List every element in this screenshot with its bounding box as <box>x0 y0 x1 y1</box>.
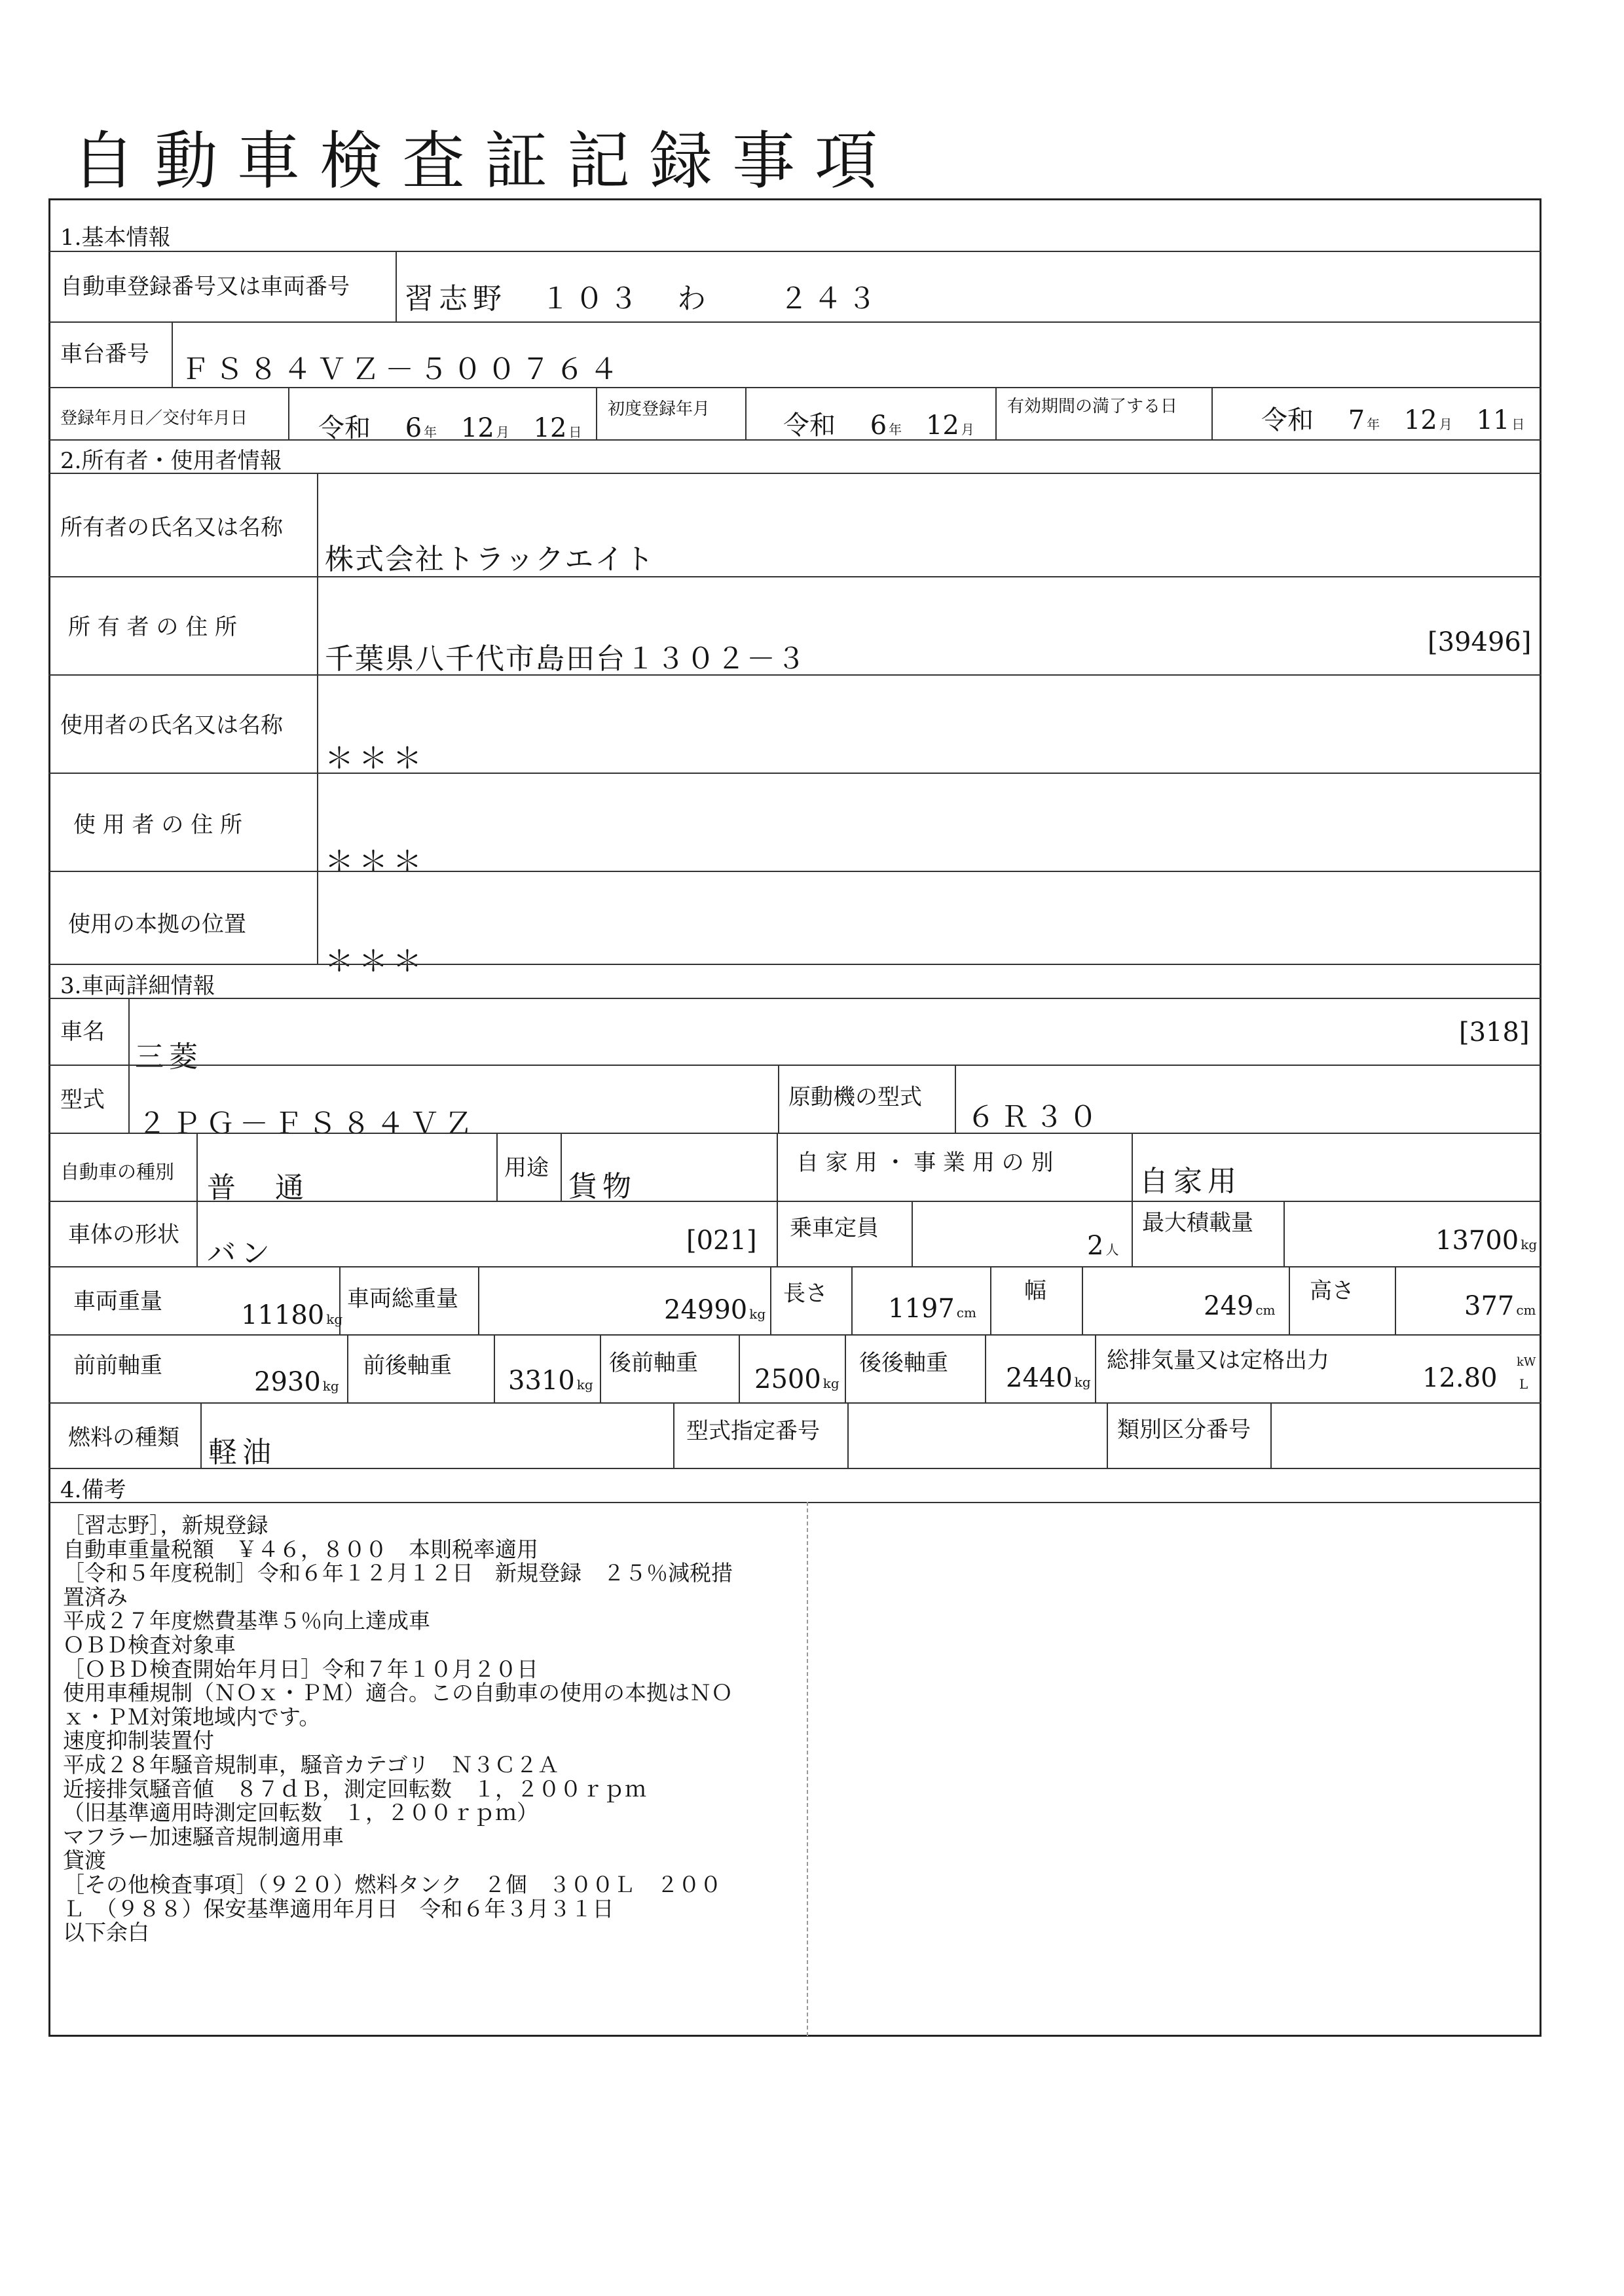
divider <box>1270 1402 1272 1468</box>
unit: 年 <box>424 424 437 440</box>
max-load-value <box>1435 1226 1537 1256</box>
divider <box>745 387 747 439</box>
displacement-unit-kw: kW <box>1517 1355 1536 1369</box>
divider <box>48 1201 1541 1202</box>
unit: 年 <box>1367 416 1380 432</box>
vehicle-name-value: 三菱 <box>135 1040 203 1074</box>
month: 12 <box>925 410 959 441</box>
capacity-number: 2 <box>1087 1231 1104 1261</box>
user-address-label: 使 用 者 の 住 所 <box>73 812 243 838</box>
era: 令和 <box>1261 405 1314 435</box>
divider <box>478 1266 479 1334</box>
unit: 月 <box>961 422 974 437</box>
divider <box>196 1133 198 1201</box>
unit: kg <box>1521 1237 1538 1252</box>
divider <box>1107 1402 1108 1468</box>
divider <box>48 1334 1541 1336</box>
vehicle-weight-value <box>241 1300 342 1330</box>
divider <box>172 321 173 387</box>
section-remarks-header: 4.備考 <box>60 1477 126 1503</box>
divider <box>955 1065 956 1133</box>
type-designation-label: 型式指定番号 <box>686 1418 820 1444</box>
length-label: 長さ <box>783 1281 828 1307</box>
first-registration-label: 初度登録年月 <box>608 399 710 419</box>
divider <box>128 1065 130 1133</box>
vehicle-kind-value: 普 通 <box>207 1171 309 1205</box>
fr-number: 3310 <box>508 1366 575 1396</box>
remarks-list <box>63 1514 803 1945</box>
divider <box>347 1334 348 1402</box>
divider <box>48 321 1541 323</box>
divider <box>317 473 318 964</box>
width-label: 幅 <box>1024 1278 1046 1304</box>
era: 令和 <box>783 410 836 441</box>
divider <box>995 387 997 439</box>
model-value: ２ＰＧ－ＦＳ８４ＶＺ <box>138 1107 478 1140</box>
engine-model-label: 原動機の型式 <box>788 1084 922 1110</box>
capacity-value <box>1087 1231 1118 1261</box>
remark-line: 置済み <box>63 1584 128 1610</box>
section-vehicle-header: 3.車両詳細情報 <box>60 973 215 999</box>
divider <box>288 387 289 439</box>
divider <box>777 1133 778 1201</box>
unit: 日 <box>568 424 582 440</box>
unit: kg <box>749 1306 766 1322</box>
fuel-type-label: 燃料の種類 <box>68 1425 179 1451</box>
user-address-value: ＊＊＊ <box>325 845 427 879</box>
year: 6 <box>405 413 422 443</box>
divider <box>496 1133 498 1201</box>
remark-line: 平成２８年騒音規制車，騒音カテゴリ Ｎ３Ｃ２Ａ <box>63 1751 559 1777</box>
unit: kg <box>322 1378 339 1394</box>
year: 7 <box>1348 405 1365 435</box>
model-label: 型式 <box>60 1087 105 1113</box>
chassis-number-value: ＦＳ８４ＶＺ－５００７６４ <box>181 353 623 386</box>
body-shape-code: [021] <box>686 1226 757 1256</box>
divider <box>1211 387 1213 439</box>
divider <box>1082 1266 1083 1334</box>
height-label: 高さ <box>1310 1278 1354 1304</box>
front-front-axle-label: 前前軸重 <box>73 1353 162 1379</box>
engine-model-value: ６Ｒ３０ <box>967 1101 1103 1134</box>
owner-name-label: 所有者の氏名又は名称 <box>60 515 283 541</box>
base-location-value: ＊＊＊ <box>325 945 427 978</box>
rf-number: 2500 <box>754 1364 821 1394</box>
remarks-column-divider <box>807 1502 808 2036</box>
divider <box>851 1266 853 1334</box>
divider <box>990 1266 991 1334</box>
use-label: 用途 <box>504 1155 549 1181</box>
divider <box>48 1402 1541 1404</box>
rear-front-axle-label: 後前軸重 <box>609 1350 698 1376</box>
rear-rear-axle-value <box>1006 1363 1091 1393</box>
divider <box>48 1266 1541 1267</box>
divider <box>396 251 397 321</box>
remark-line: ［令和５年度税制］令和６年１２月１２日 新規登録 ２５％減税措 <box>63 1560 733 1586</box>
front-rear-axle-label: 前後軸重 <box>363 1353 452 1379</box>
body-shape-label: 車体の形状 <box>68 1222 179 1248</box>
fuel-type-value: 軽油 <box>208 1436 276 1469</box>
remark-line: Ｌ （９８８）保安基準適用年月日 令和６年３月３１日 <box>63 1895 614 1922</box>
remark-line: 貸渡 <box>63 1848 106 1874</box>
remark-line: （旧基準適用時測定回転数 １，２００ｒｐｍ） <box>63 1800 538 1826</box>
vehicle-kind-label: 自動車の種別 <box>60 1161 175 1183</box>
user-name-label: 使用者の氏名又は名称 <box>60 712 283 738</box>
remark-line: 平成２７年度燃費基準５％向上達成車 <box>63 1608 430 1634</box>
divider <box>778 1065 779 1133</box>
remark-line: 以下余白 <box>63 1920 149 1946</box>
divider <box>48 1065 1541 1066</box>
divider <box>48 576 1541 577</box>
divider <box>48 998 1541 999</box>
height-number: 377 <box>1464 1291 1515 1321</box>
divider <box>48 387 1541 388</box>
remark-line: マフラー加速騒音規制適用車 <box>63 1823 344 1850</box>
unit: cm <box>956 1305 976 1321</box>
divider <box>777 1201 778 1266</box>
vehicle-weight-label: 車両重量 <box>73 1288 162 1315</box>
owner-address-code: [39496] <box>1428 627 1532 657</box>
divider <box>739 1334 740 1402</box>
unit: cm <box>1255 1302 1276 1318</box>
remark-line: 使用車種規制（ＮＯｘ・ＰＭ）適合。この自動車の使用の本拠はＮＯ <box>63 1680 733 1706</box>
remark-line: 近接排気騒音値 ８７ｄＢ，測定回転数 １，２００ｒｐｍ <box>63 1776 646 1802</box>
expiry-date-label: 有効期間の満了する日 <box>1007 397 1178 416</box>
divider <box>128 998 130 1065</box>
vehicle-name-label: 車名 <box>60 1019 105 1045</box>
length-value <box>888 1294 976 1324</box>
divider <box>48 1502 1541 1503</box>
owner-name-value: 株式会社トラックエイト <box>325 543 655 576</box>
divider <box>845 1334 846 1402</box>
unit: kg <box>1074 1374 1091 1390</box>
divider <box>48 1468 1541 1469</box>
unit: kg <box>326 1311 343 1327</box>
gross-number: 24990 <box>664 1295 748 1325</box>
month: 12 <box>1403 405 1437 435</box>
remark-line: ［習志野］，新規登録 <box>63 1512 268 1538</box>
divider <box>1289 1266 1290 1334</box>
unit: cm <box>1516 1302 1536 1318</box>
remark-line: ＯＢＤ検査対象車 <box>63 1631 236 1658</box>
max-load-label: 最大積載量 <box>1142 1210 1253 1236</box>
displacement-unit-l: L <box>1519 1376 1528 1392</box>
unit: 月 <box>1439 416 1452 432</box>
divider <box>561 1133 562 1201</box>
unit: 年 <box>889 422 902 437</box>
divider <box>596 387 597 439</box>
unit: 月 <box>496 424 509 440</box>
owner-address-value: 千葉県八千代市島田台１３０２－３ <box>325 642 807 676</box>
divider <box>1095 1334 1096 1402</box>
divider <box>912 1201 913 1266</box>
year: 6 <box>870 410 887 441</box>
unit: 日 <box>1511 416 1525 432</box>
document-title: 自動車検査証記録事項 <box>72 124 897 198</box>
divider <box>770 1266 771 1334</box>
rear-front-axle-value <box>754 1364 840 1394</box>
divider <box>48 773 1541 774</box>
height-value <box>1464 1291 1536 1321</box>
remark-line: ［その他検査事項］（９２０）燃料タンク ２個 ３００Ｌ ２００ <box>63 1871 722 1897</box>
divider <box>48 964 1541 965</box>
gross-weight-label: 車両総重量 <box>347 1286 458 1312</box>
owner-address-label: 所 有 者 の 住 所 <box>68 614 238 640</box>
load-number: 13700 <box>1435 1226 1519 1256</box>
month: 12 <box>460 413 494 443</box>
unit: 人 <box>1105 1242 1119 1258</box>
vehicle-name-code: [318] <box>1459 1017 1530 1048</box>
reg-number-label: 自動車登録番号又は車両番号 <box>60 274 350 300</box>
rear-rear-axle-label: 後後軸重 <box>859 1350 948 1376</box>
divider <box>1283 1201 1285 1266</box>
private-business-label: 自 家 用 ・ 事 業 用 の 別 <box>796 1150 1054 1176</box>
divider <box>48 473 1541 474</box>
divider <box>48 674 1541 676</box>
divider <box>196 1201 198 1266</box>
divider <box>200 1402 202 1468</box>
category-number-label: 類別区分番号 <box>1117 1417 1251 1443</box>
divider <box>494 1334 495 1402</box>
day: 12 <box>533 413 567 443</box>
divider <box>48 439 1541 441</box>
era: 令和 <box>318 413 371 443</box>
divider <box>1395 1266 1396 1334</box>
divider <box>48 1133 1541 1134</box>
front-rear-axle-value <box>508 1366 593 1396</box>
remark-line: ｘ・ＰＭ対策地域内です。 <box>63 1704 321 1730</box>
divider <box>847 1402 849 1468</box>
displacement-value: 12.80 <box>1422 1363 1498 1393</box>
registration-date-label: 登録年月日／交付年月日 <box>60 409 248 428</box>
first-registration-value <box>783 405 974 442</box>
unit: kg <box>576 1377 593 1393</box>
use-value: 貨物 <box>568 1170 637 1203</box>
capacity-label: 乗車定員 <box>790 1215 879 1241</box>
rr-number: 2440 <box>1006 1363 1073 1393</box>
divider <box>48 251 1541 252</box>
divider <box>600 1334 601 1402</box>
divider <box>673 1402 674 1468</box>
unit: kg <box>822 1376 840 1391</box>
reg-number-value: 習志野 １０３ わ ２４３ <box>405 282 881 316</box>
day: 11 <box>1476 405 1510 435</box>
width-number: 249 <box>1204 1291 1254 1321</box>
ff-number: 2930 <box>254 1367 321 1397</box>
base-location-label: 使用の本拠の位置 <box>68 911 246 938</box>
section-owner-header: 2.所有者・使用者情報 <box>60 448 282 474</box>
section-basic-header: 1.基本情報 <box>60 225 171 251</box>
remark-line: 自動車重量税額 ￥４６，８００ 本則税率適用 <box>63 1536 538 1562</box>
divider <box>1132 1201 1133 1266</box>
displacement-label: 総排気量又は定格出力 <box>1107 1347 1329 1374</box>
body-shape-value: バン <box>207 1237 275 1270</box>
user-name-value: ＊＊＊ <box>325 742 427 775</box>
divider <box>1132 1133 1133 1201</box>
expiry-date-value <box>1261 399 1524 437</box>
weight-number: 11180 <box>241 1300 325 1330</box>
chassis-number-label: 車台番号 <box>60 341 149 367</box>
gross-weight-value <box>664 1295 766 1325</box>
divider <box>985 1334 986 1402</box>
front-front-axle-value <box>254 1367 339 1397</box>
width-value <box>1204 1291 1276 1321</box>
length-number: 1197 <box>888 1294 955 1324</box>
remark-line: ［ＯＢＤ検査開始年月日］令和７年１０月２０日 <box>63 1656 538 1682</box>
private-business-value: 自家用 <box>1139 1165 1242 1198</box>
remark-line: 速度抑制装置付 <box>63 1728 214 1754</box>
divider <box>48 871 1541 872</box>
